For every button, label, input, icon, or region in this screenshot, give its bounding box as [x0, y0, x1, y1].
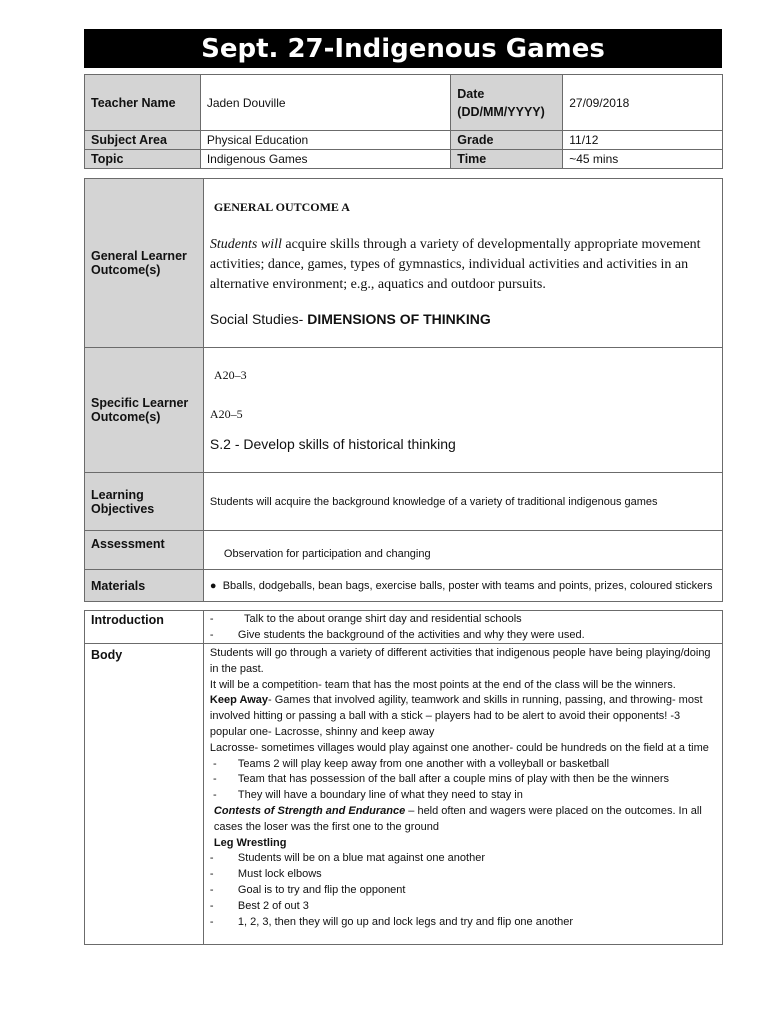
- list-item: - Give students the background of the activities and why they were used.: [209, 629, 585, 641]
- glo-text: [210, 235, 716, 295]
- grade-label: Grade: [451, 131, 563, 150]
- keep-away-text: Keep Away- Games that involved agility, teamwork and skills in running, passing, and throwing- most involved hitting or passing a ball with a stick – players had to be alert to avoid their opponents! -3 popular one- Lacrosse, shinny and keep away: [209, 694, 703, 738]
- glo-text-italic: Students will: [209, 236, 282, 252]
- body-p1: Students will go through a variety of different activities that indigenous people have being playing/doing in the past.: [209, 647, 711, 675]
- list-item: - Best 2 of out 3: [209, 899, 309, 912]
- glo-social-prefix: Social Studies-: [209, 310, 308, 327]
- time-label: Time: [451, 150, 563, 169]
- teacher-value: Jaden Douville: [200, 75, 450, 131]
- time-value: ~45 mins: [563, 150, 723, 169]
- leg-wrestling-heading: Leg Wrestling: [213, 836, 287, 849]
- list-item: - Must lock elbows: [209, 868, 322, 881]
- outcomes-table: [84, 178, 723, 602]
- materials-value: Bballs, dodgeballs, bean bags, exercise balls, poster with teams and points, prizes, coloured stickers: [222, 579, 713, 592]
- intro-label: Introduction: [85, 611, 204, 644]
- topic-value: Indigenous Games: [200, 150, 450, 169]
- list-item: - Teams 2 will play keep away from one another with a volleyball or basketball: [209, 757, 610, 770]
- assessment-label: Assessment: [85, 531, 204, 570]
- assessment-text: Observation for participation and changing: [203, 531, 722, 570]
- slo-label: Specific Learner Outcome(s): [85, 348, 204, 473]
- intro-cell: [203, 611, 722, 644]
- glo-label: General Learner Outcome(s): [85, 179, 204, 348]
- info-table: [84, 74, 723, 169]
- topic-label: Topic: [85, 150, 201, 169]
- teacher-label: Teacher Name: [85, 75, 201, 131]
- subject-value: Physical Education: [200, 131, 450, 150]
- body-p2: It will be a competition- team that has the most points at the end of the class will be the winners.: [209, 678, 676, 691]
- contests-text: Contests of Strength and Endurance – held often and wagers were placed on the outcomes. In all cases the loser was the first one to the ground: [213, 804, 702, 833]
- body-cell: [203, 644, 722, 945]
- bullet-icon: ●: [209, 579, 223, 592]
- list-item: - 1, 2, 3, then they will go up and lock legs and try and flip one another: [209, 915, 574, 928]
- lo-text: Students will acquire the background knowledge of a variety of traditional indigenous games: [203, 473, 722, 531]
- slo-item-2: A20–5: [209, 407, 243, 421]
- list-item: - Goal is to try and flip the opponent: [209, 883, 406, 896]
- subject-label: Subject Area: [85, 131, 201, 150]
- glo-heading: GENERAL OUTCOME A: [213, 199, 350, 214]
- page-title: Sept. 27-Indigenous Games: [84, 29, 722, 68]
- materials-text: [203, 570, 722, 602]
- body-label: Body: [85, 644, 204, 945]
- glo-text-body: acquire skills through a variety of developmentally appropriate movement activities; dance, games, types of gymnastics, individual activities and activities in an alternative environment; e.g., aquatics and outdoor pursuits.: [209, 236, 701, 292]
- date-value: 27/09/2018: [563, 75, 723, 131]
- date-label: Date (DD/MM/YYYY): [451, 75, 563, 131]
- lacrosse-text: Lacrosse- sometimes villages would play against one another- could be hundreds on the field at a time: [209, 741, 709, 754]
- slo-item-1: A20–3: [213, 368, 247, 382]
- glo-social-bold: DIMENSIONS OF THINKING: [307, 310, 491, 327]
- lo-label: Learning Objectives: [85, 473, 204, 531]
- list-item: - Team that has possession of the ball after a couple mins of play with then be the winners: [209, 773, 670, 786]
- list-item: - Students will be on a blue mat against one another: [209, 852, 485, 865]
- grade-value: 11/12: [563, 131, 723, 150]
- materials-label: Materials: [85, 570, 204, 602]
- slo-item-3: S.2 - Develop skills of historical thinking: [209, 436, 456, 452]
- list-item: - They will have a boundary line of what they need to stay in: [209, 789, 523, 802]
- list-item: - Talk to the about orange shirt day and residential schools: [209, 613, 522, 625]
- plan-table: [84, 610, 723, 945]
- glo-social: [210, 311, 716, 327]
